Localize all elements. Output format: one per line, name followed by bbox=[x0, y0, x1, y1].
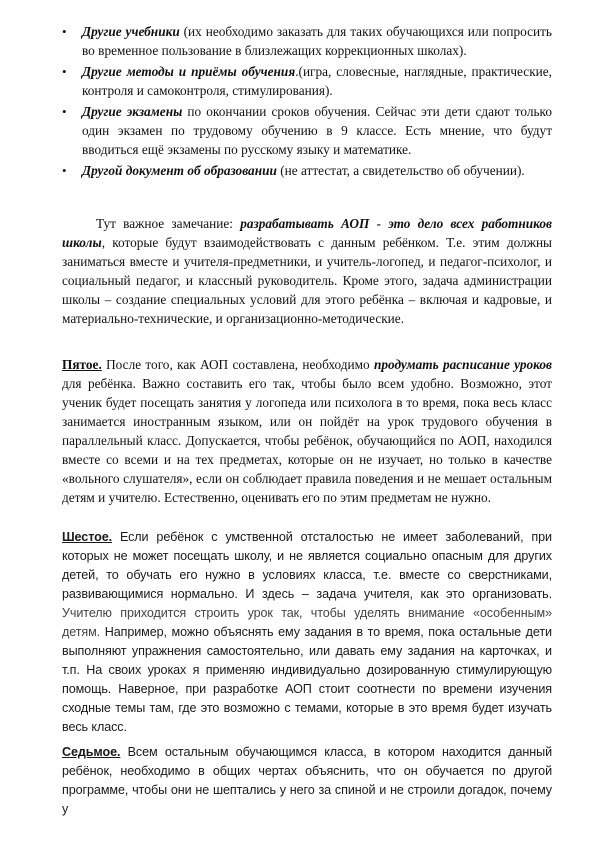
emphasis-text: Другие экзамены bbox=[82, 104, 183, 119]
sixth-heading: Шестое. bbox=[62, 530, 112, 544]
body-text: (не аттестат, а свидетельство об обучении). bbox=[276, 163, 525, 178]
body-text: по окончании сроков обучения. Сейчас эти дети сдают только один экзамен по трудовому обучению в 9 классе. Есть мнение, что будут вводиться ещё экзамены по русскому языку и математике. bbox=[82, 104, 552, 157]
seventh-body: Всем остальным обучающимся класса, в котором находится данный ребёнок, необходимо в общих чертах объяснить, что он обучается по другой программе, чтобы они не шептались у него за спиной и не строили догадок, почему у bbox=[62, 745, 552, 816]
fifth-body: для ребёнка. Важно составить его так, чтобы было всем удобно. Возможно, этот ученик будет посещать занятия у логопеда или психолога в то время, пока весь класс занимается иностранным языком, или он пойдёт на урок трудового обучения в параллельный класс. Допускается, чтобы ребёнок, обучающийся по АОП, находился вместе со всеми и на тех предметах, которые он не изучает, но только в качестве «вольного слушателя», если он соблюдает правила поведения и не мешает остальным детям и учителю. Естественно, оценивать его по этим предметам не нужно. bbox=[62, 376, 552, 505]
body-text: (их необходимо заказать для таких обучающихся или попросить во временное пользование в близлежащих коррекционных школах). bbox=[82, 24, 552, 58]
seventh-paragraph bbox=[62, 743, 552, 819]
fifth-lead: После того, как АОП составлена, необходимо bbox=[101, 357, 374, 372]
emphasis-text: Другие методы и приёмы обучения bbox=[82, 64, 296, 79]
list-item bbox=[62, 161, 552, 180]
list-item bbox=[62, 22, 552, 60]
sixth-part-3: Например, можно объяснять ему задания в то время, пока остальные дети выполняют упражнения самостоятельно, или давать ему задания на карточках, и т.п. На своих уроках я применяю индивидуально дозированную стимулирующую помощь. Наверное, при разработке АОП стоит соотнести по времени изучения сходные темы там, где это возможно с темами, которые в это время будет изучать весь класс. bbox=[62, 625, 552, 734]
bullet-icon: • bbox=[62, 104, 67, 119]
seventh-heading: Седьмое. bbox=[62, 745, 121, 759]
note-body: , которые будут взаимодействовать с данным ребёнком. Т.е. этим должны заниматься вместе и учителя-предметники, и учитель-логопед, и педагог-психолог, и социальный педагог, и классный руководитель. Кроме этого, задача администрации школы – создание специальных условий для этого ребёнка – включая и кадровые, и материально-технические, и организационно-методические. bbox=[62, 235, 552, 326]
bullet-icon: • bbox=[62, 163, 67, 178]
list-item bbox=[62, 102, 552, 159]
bullet-list bbox=[62, 22, 552, 182]
body-text: .(игра, словесные, наглядные, практические, контроля и самоконтроля, стимулирования). bbox=[82, 64, 552, 98]
sixth-part-1: Если ребёнок с умственной отсталостью не имеет заболеваний, при которых не может посещать школу, и не является социально опасным для других детей, то обучать его нужно в условиях класса, т.е. вместе со сверстниками, развивающимися нормально. И здесь – задача учителя, как это организовать. bbox=[62, 530, 552, 601]
bullet-icon: • bbox=[62, 24, 67, 39]
list-item bbox=[62, 62, 552, 100]
fifth-heading: Пятое. bbox=[62, 357, 102, 372]
fifth-emphasis: продумать расписание уроков bbox=[373, 357, 552, 372]
sixth-paragraph bbox=[62, 528, 552, 737]
emphasis-text: Другой документ об образовании bbox=[82, 163, 277, 178]
note-emphasis: разрабатывать АОП - это дело всех работников школы bbox=[62, 216, 553, 250]
sixth-part-2: Учителю приходится строить урок так, чтобы уделять внимание «особенным» детям. bbox=[62, 606, 552, 639]
fifth-paragraph bbox=[62, 355, 552, 507]
bullet-icon: • bbox=[62, 64, 67, 79]
note-lead: Тут важное замечание: bbox=[96, 216, 241, 231]
emphasis-text: Другие учебники bbox=[82, 24, 180, 39]
note-paragraph bbox=[62, 214, 552, 328]
